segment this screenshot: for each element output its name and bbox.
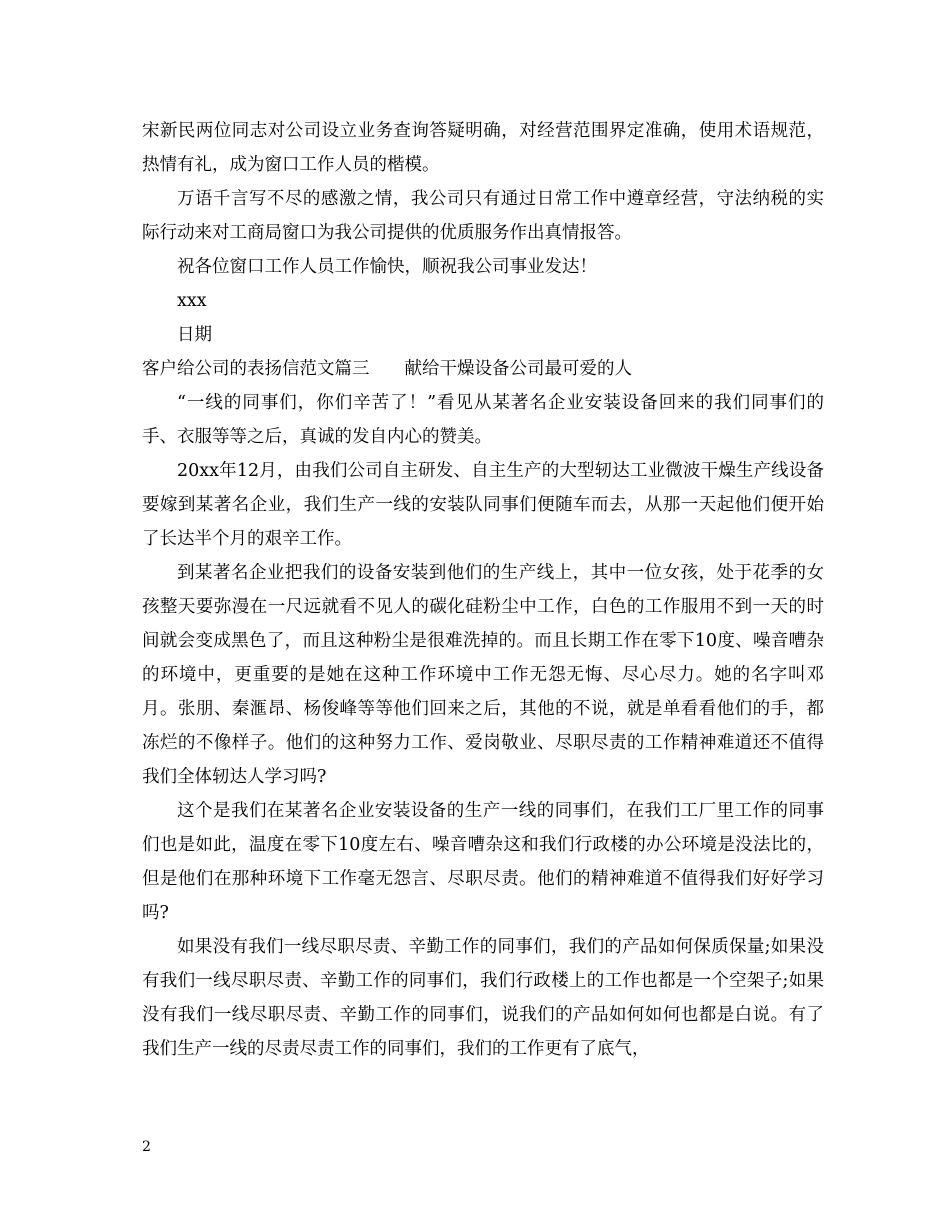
signature-date: 日期 — [177, 325, 212, 345]
paragraph-wishes: 祝各位窗口工作人员工作愉快，顺祝我公司事业发达！ — [177, 257, 597, 277]
paragraph-installation: 到某著名企业把我们的设备安装到他们的生产线上，其中一位女孩，处于花季的女孩整天要弥漫在一尺远就看不见人的碳化硅粉尘中工作，白色的工作服用不到一天的时间就会变成黑色了，而且这种粉尘是很难洗掉的。而且长期工作在零下10度、噪音嘈杂的环境中，更重要的是她在这种工作环境中工作无怨无悔、尽心尽力。她的名字叫邓月。张朋、秦滙昂、杨俊峰等等他们回来之后，其他的不说，就是单看看他们的手，都冻烂的不像样子。他们的这种努力工作、爱岗敬业、尽职尽责的工作精神难道还不值得我们全体轫达人学习吗? — [142, 563, 824, 787]
page-number: 2 — [142, 1139, 151, 1155]
paragraph-gratitude: 万语千言写不尽的感激之情，我公司只有通过日常工作中遵章经营，守法纳税的实际行动来对工商局窗口为我公司提供的优质服务作出真情报答。 — [142, 189, 824, 243]
document-body — [142, 114, 824, 1066]
paragraph-factory: 这个是我们在某著名企业安装设备的生产一线的同事们，在我们工厂里工作的同事们也是如此，温度在零下10度左右、噪音嘈杂这和我们行政楼的办公环境是没法比的，但是他们在那种环境下工作毫无怨言、尽职尽责。他们的精神难道不值得我们好好学习吗? — [142, 801, 824, 923]
paragraph-conclusion: 如果没有我们一线尽职尽责、辛勤工作的同事们，我们的产品如何保质保量;如果没有我们一线尽职尽责、辛勤工作的同事们，我们行政楼上的工作也都是一个空架子;如果没有我们一线尽职尽责、辛勤工作的同事们，说我们的产品如何如何也都是白说。有了我们生产一线的尽责尽责工作的同事们，我们的工作更有了底气， — [142, 937, 824, 1059]
paragraph-project: 20xx年12月，由我们公司自主研发、自主生产的大型轫达工业微波干燥生产线设备要嫁到某著名企业，我们生产一线的安装队同事们便随车而去，从那一天起他们便开始了长达半个月的艰辛工作。 — [142, 461, 824, 549]
signature-name: xxx — [177, 291, 207, 311]
paragraph-greeting: “一线的同事们，你们辛苦了！”看见从某著名企业安装设备回来的我们同事们的手、衣服等等之后，真诚的发自内心的赞美。 — [142, 393, 824, 447]
section-heading: 客户给公司的表扬信范文篇三 献给干燥设备公司最可爱的人 — [142, 359, 632, 379]
paragraph-continuation: 宋新民两位同志对公司设立业务查询答疑明确，对经营范围界定准确，使用术语规范，热情有礼，成为窗口工作人员的楷模。 — [142, 121, 824, 175]
